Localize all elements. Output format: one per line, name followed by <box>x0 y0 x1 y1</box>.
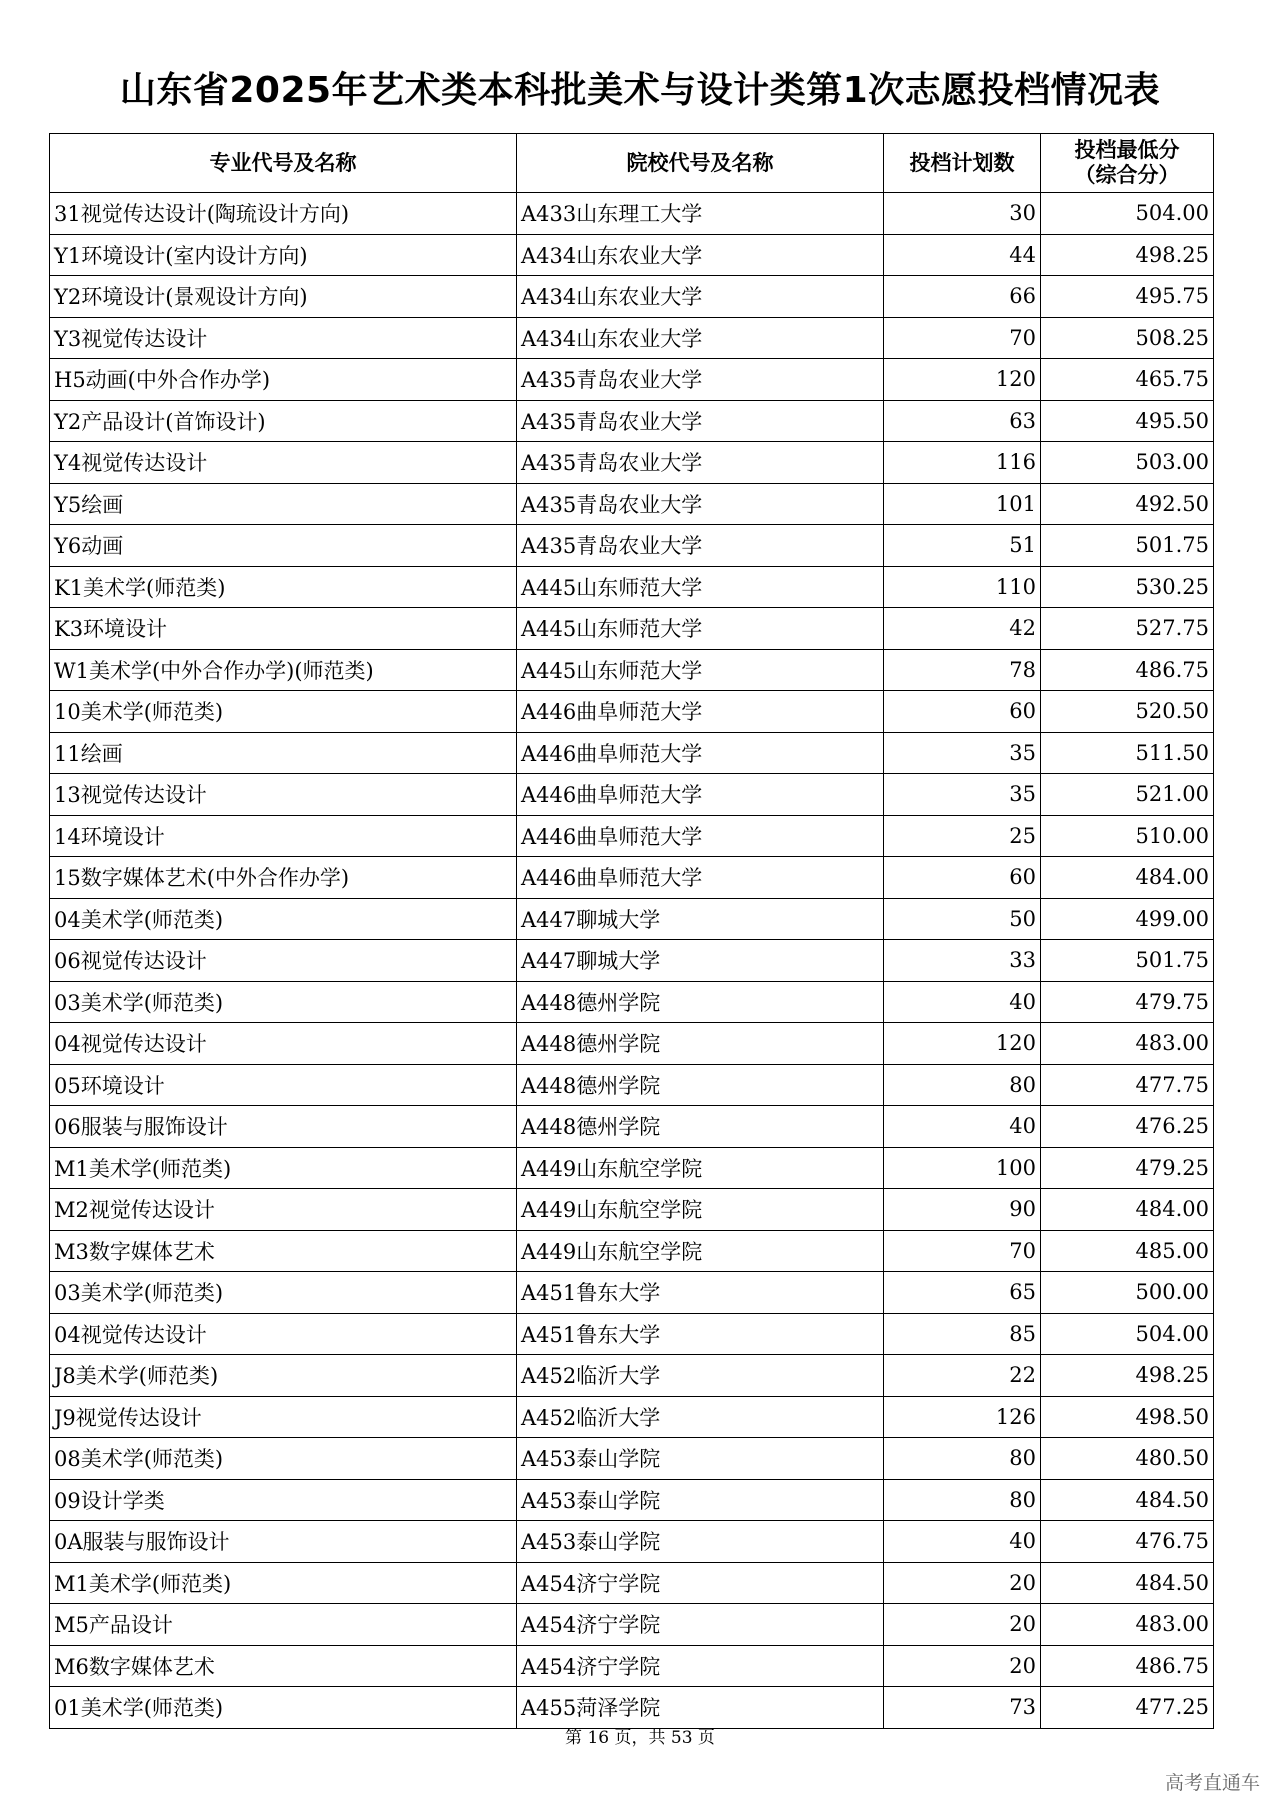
cell-school: A451鲁东大学 <box>517 1313 884 1355</box>
cell-score: 527.75 <box>1041 608 1214 650</box>
cell-plan: 90 <box>884 1189 1041 1231</box>
cell-school: A448德州学院 <box>517 1023 884 1065</box>
cell-plan: 116 <box>884 442 1041 484</box>
cell-school: A446曲阜师范大学 <box>517 774 884 816</box>
cell-plan: 100 <box>884 1147 1041 1189</box>
cell-major: 13视觉传达设计 <box>50 774 517 816</box>
header-score <box>1041 134 1214 193</box>
cell-score: 500.00 <box>1041 1272 1214 1314</box>
cell-score: 483.00 <box>1041 1604 1214 1646</box>
cell-score: 499.00 <box>1041 898 1214 940</box>
cell-score: 495.75 <box>1041 276 1214 318</box>
table-row <box>50 276 1214 318</box>
cell-major: 06视觉传达设计 <box>50 940 517 982</box>
table-row <box>50 359 1214 401</box>
cell-major: 03美术学(师范类) <box>50 981 517 1023</box>
cell-major: J9视觉传达设计 <box>50 1396 517 1438</box>
cell-score: 484.00 <box>1041 857 1214 899</box>
cell-plan: 40 <box>884 1106 1041 1148</box>
cell-major: Y4视觉传达设计 <box>50 442 517 484</box>
cell-major: W1美术学(中外合作办学)(师范类) <box>50 649 517 691</box>
table-row <box>50 815 1214 857</box>
table-row <box>50 649 1214 691</box>
table-row <box>50 1313 1214 1355</box>
header-major: 专业代号及名称 <box>50 134 517 193</box>
cell-score: 501.75 <box>1041 525 1214 567</box>
table-row <box>50 1106 1214 1148</box>
cell-plan: 40 <box>884 1521 1041 1563</box>
cell-plan: 120 <box>884 1023 1041 1065</box>
cell-major: M5产品设计 <box>50 1604 517 1646</box>
cell-school: A446曲阜师范大学 <box>517 857 884 899</box>
cell-plan: 30 <box>884 193 1041 235</box>
header-school: 院校代号及名称 <box>517 134 884 193</box>
table-row <box>50 608 1214 650</box>
cell-school: A434山东农业大学 <box>517 276 884 318</box>
page-title: 山东省2025年艺术类本科批美术与设计类第1次志愿投档情况表 <box>119 70 1161 111</box>
cell-plan: 20 <box>884 1604 1041 1646</box>
cell-plan: 80 <box>884 1479 1041 1521</box>
table-row <box>50 1438 1214 1480</box>
cell-school: A454济宁学院 <box>517 1604 884 1646</box>
table-row <box>50 442 1214 484</box>
table-row <box>50 898 1214 940</box>
cell-major: 04视觉传达设计 <box>50 1313 517 1355</box>
cell-score: 476.75 <box>1041 1521 1214 1563</box>
cell-major: Y3视觉传达设计 <box>50 317 517 359</box>
cell-plan: 110 <box>884 566 1041 608</box>
cell-major: H5动画(中外合作办学) <box>50 359 517 401</box>
cell-school: A435青岛农业大学 <box>517 525 884 567</box>
cell-school: A445山东师范大学 <box>517 566 884 608</box>
admission-table <box>49 133 1214 1729</box>
cell-major: 06服装与服饰设计 <box>50 1106 517 1148</box>
cell-school: A449山东航空学院 <box>517 1230 884 1272</box>
cell-school: A454济宁学院 <box>517 1645 884 1687</box>
cell-major: 10美术学(师范类) <box>50 691 517 733</box>
cell-major: 05环境设计 <box>50 1064 517 1106</box>
cell-major: 08美术学(师范类) <box>50 1438 517 1480</box>
cell-plan: 51 <box>884 525 1041 567</box>
table-row <box>50 732 1214 774</box>
cell-plan: 85 <box>884 1313 1041 1355</box>
cell-score: 485.00 <box>1041 1230 1214 1272</box>
cell-major: M1美术学(师范类) <box>50 1147 517 1189</box>
table-row <box>50 691 1214 733</box>
table-row <box>50 1645 1214 1687</box>
cell-score: 530.25 <box>1041 566 1214 608</box>
table-row <box>50 1396 1214 1438</box>
cell-major: M6数字媒体艺术 <box>50 1645 517 1687</box>
cell-plan: 60 <box>884 691 1041 733</box>
cell-plan: 63 <box>884 400 1041 442</box>
cell-score: 483.00 <box>1041 1023 1214 1065</box>
cell-school: A453泰山学院 <box>517 1438 884 1480</box>
cell-score: 495.50 <box>1041 400 1214 442</box>
table-row <box>50 981 1214 1023</box>
cell-major: 04视觉传达设计 <box>50 1023 517 1065</box>
cell-school: A434山东农业大学 <box>517 317 884 359</box>
cell-school: A446曲阜师范大学 <box>517 732 884 774</box>
cell-plan: 120 <box>884 359 1041 401</box>
cell-score: 504.00 <box>1041 1313 1214 1355</box>
cell-score: 510.00 <box>1041 815 1214 857</box>
cell-plan: 50 <box>884 898 1041 940</box>
cell-plan: 35 <box>884 732 1041 774</box>
cell-plan: 70 <box>884 1230 1041 1272</box>
table-row <box>50 1604 1214 1646</box>
cell-school: A435青岛农业大学 <box>517 483 884 525</box>
cell-score: 504.00 <box>1041 193 1214 235</box>
table-row <box>50 483 1214 525</box>
cell-plan: 66 <box>884 276 1041 318</box>
cell-major: 14环境设计 <box>50 815 517 857</box>
cell-major: Y2环境设计(景观设计方向) <box>50 276 517 318</box>
cell-score: 508.25 <box>1041 317 1214 359</box>
cell-school: A453泰山学院 <box>517 1479 884 1521</box>
table-row <box>50 1272 1214 1314</box>
cell-major: M3数字媒体艺术 <box>50 1230 517 1272</box>
cell-school: A445山东师范大学 <box>517 608 884 650</box>
table-row <box>50 1562 1214 1604</box>
cell-plan: 126 <box>884 1396 1041 1438</box>
cell-score: 520.50 <box>1041 691 1214 733</box>
cell-plan: 20 <box>884 1562 1041 1604</box>
table-row <box>50 1355 1214 1397</box>
header-score-line2: （综合分） <box>1074 163 1180 187</box>
cell-plan: 44 <box>884 234 1041 276</box>
cell-major: 11绘画 <box>50 732 517 774</box>
cell-score: 492.50 <box>1041 483 1214 525</box>
cell-plan: 60 <box>884 857 1041 899</box>
cell-school: A452临沂大学 <box>517 1355 884 1397</box>
cell-school: A449山东航空学院 <box>517 1147 884 1189</box>
cell-major: Y2产品设计(首饰设计) <box>50 400 517 442</box>
cell-plan: 25 <box>884 815 1041 857</box>
page-number: 第 16 页，共 53 页 <box>565 1728 715 1748</box>
cell-school: A448德州学院 <box>517 1064 884 1106</box>
table-row <box>50 940 1214 982</box>
cell-major: M2视觉传达设计 <box>50 1189 517 1231</box>
cell-school: A446曲阜师范大学 <box>517 691 884 733</box>
cell-score: 480.50 <box>1041 1438 1214 1480</box>
cell-school: A446曲阜师范大学 <box>517 815 884 857</box>
cell-major: K3环境设计 <box>50 608 517 650</box>
table-row <box>50 400 1214 442</box>
cell-major: Y5绘画 <box>50 483 517 525</box>
cell-school: A453泰山学院 <box>517 1521 884 1563</box>
cell-major: 04美术学(师范类) <box>50 898 517 940</box>
cell-school: A452临沂大学 <box>517 1396 884 1438</box>
watermark: 高考直通车 <box>1164 1772 1260 1794</box>
cell-school: A447聊城大学 <box>517 940 884 982</box>
cell-school: A454济宁学院 <box>517 1562 884 1604</box>
table-body <box>50 193 1214 1729</box>
table-row <box>50 1064 1214 1106</box>
table-row <box>50 317 1214 359</box>
table-row <box>50 1479 1214 1521</box>
cell-major: 01美术学(师范类) <box>50 1687 517 1729</box>
cell-score: 511.50 <box>1041 732 1214 774</box>
cell-major: 03美术学(师范类) <box>50 1272 517 1314</box>
cell-score: 503.00 <box>1041 442 1214 484</box>
table-row <box>50 1147 1214 1189</box>
cell-school: A435青岛农业大学 <box>517 400 884 442</box>
cell-score: 521.00 <box>1041 774 1214 816</box>
table-row <box>50 857 1214 899</box>
cell-plan: 80 <box>884 1064 1041 1106</box>
cell-plan: 40 <box>884 981 1041 1023</box>
cell-major: 15数字媒体艺术(中外合作办学) <box>50 857 517 899</box>
table-header-row <box>50 134 1214 193</box>
cell-score: 477.75 <box>1041 1064 1214 1106</box>
cell-school: A435青岛农业大学 <box>517 442 884 484</box>
table-row <box>50 774 1214 816</box>
cell-school: A435青岛农业大学 <box>517 359 884 401</box>
cell-school: A445山东师范大学 <box>517 649 884 691</box>
cell-plan: 35 <box>884 774 1041 816</box>
table-row <box>50 234 1214 276</box>
cell-score: 476.25 <box>1041 1106 1214 1148</box>
table-row <box>50 525 1214 567</box>
cell-score: 498.50 <box>1041 1396 1214 1438</box>
cell-score: 479.75 <box>1041 981 1214 1023</box>
cell-major: J8美术学(师范类) <box>50 1355 517 1397</box>
table-row <box>50 1521 1214 1563</box>
table-row <box>50 1023 1214 1065</box>
cell-school: A451鲁东大学 <box>517 1272 884 1314</box>
cell-score: 465.75 <box>1041 359 1214 401</box>
cell-school: A448德州学院 <box>517 1106 884 1148</box>
cell-school: A448德州学院 <box>517 981 884 1023</box>
table-row <box>50 566 1214 608</box>
cell-score: 477.25 <box>1041 1687 1214 1729</box>
header-plan: 投档计划数 <box>884 134 1041 193</box>
header-score-line1: 投档最低分 <box>1074 138 1180 162</box>
cell-school: A433山东理工大学 <box>517 193 884 235</box>
cell-plan: 42 <box>884 608 1041 650</box>
cell-plan: 22 <box>884 1355 1041 1397</box>
cell-plan: 70 <box>884 317 1041 359</box>
cell-score: 484.50 <box>1041 1562 1214 1604</box>
cell-major: M1美术学(师范类) <box>50 1562 517 1604</box>
cell-score: 486.75 <box>1041 649 1214 691</box>
cell-score: 501.75 <box>1041 940 1214 982</box>
cell-major: Y6动画 <box>50 525 517 567</box>
cell-school: A434山东农业大学 <box>517 234 884 276</box>
cell-score: 498.25 <box>1041 234 1214 276</box>
cell-school: A449山东航空学院 <box>517 1189 884 1231</box>
cell-plan: 20 <box>884 1645 1041 1687</box>
table-row <box>50 193 1214 235</box>
cell-score: 479.25 <box>1041 1147 1214 1189</box>
cell-score: 498.25 <box>1041 1355 1214 1397</box>
table-row <box>50 1687 1214 1729</box>
cell-major: K1美术学(师范类) <box>50 566 517 608</box>
table-row <box>50 1189 1214 1231</box>
cell-major: 0A服装与服饰设计 <box>50 1521 517 1563</box>
cell-school: A455菏泽学院 <box>517 1687 884 1729</box>
cell-school: A447聊城大学 <box>517 898 884 940</box>
cell-major: 09设计学类 <box>50 1479 517 1521</box>
cell-score: 484.50 <box>1041 1479 1214 1521</box>
cell-score: 486.75 <box>1041 1645 1214 1687</box>
cell-plan: 80 <box>884 1438 1041 1480</box>
cell-score: 484.00 <box>1041 1189 1214 1231</box>
cell-plan: 65 <box>884 1272 1041 1314</box>
table-row <box>50 1230 1214 1272</box>
cell-plan: 78 <box>884 649 1041 691</box>
cell-major: Y1环境设计(室内设计方向) <box>50 234 517 276</box>
cell-plan: 101 <box>884 483 1041 525</box>
cell-major: 31视觉传达设计(陶琉设计方向) <box>50 193 517 235</box>
cell-plan: 73 <box>884 1687 1041 1729</box>
cell-plan: 33 <box>884 940 1041 982</box>
